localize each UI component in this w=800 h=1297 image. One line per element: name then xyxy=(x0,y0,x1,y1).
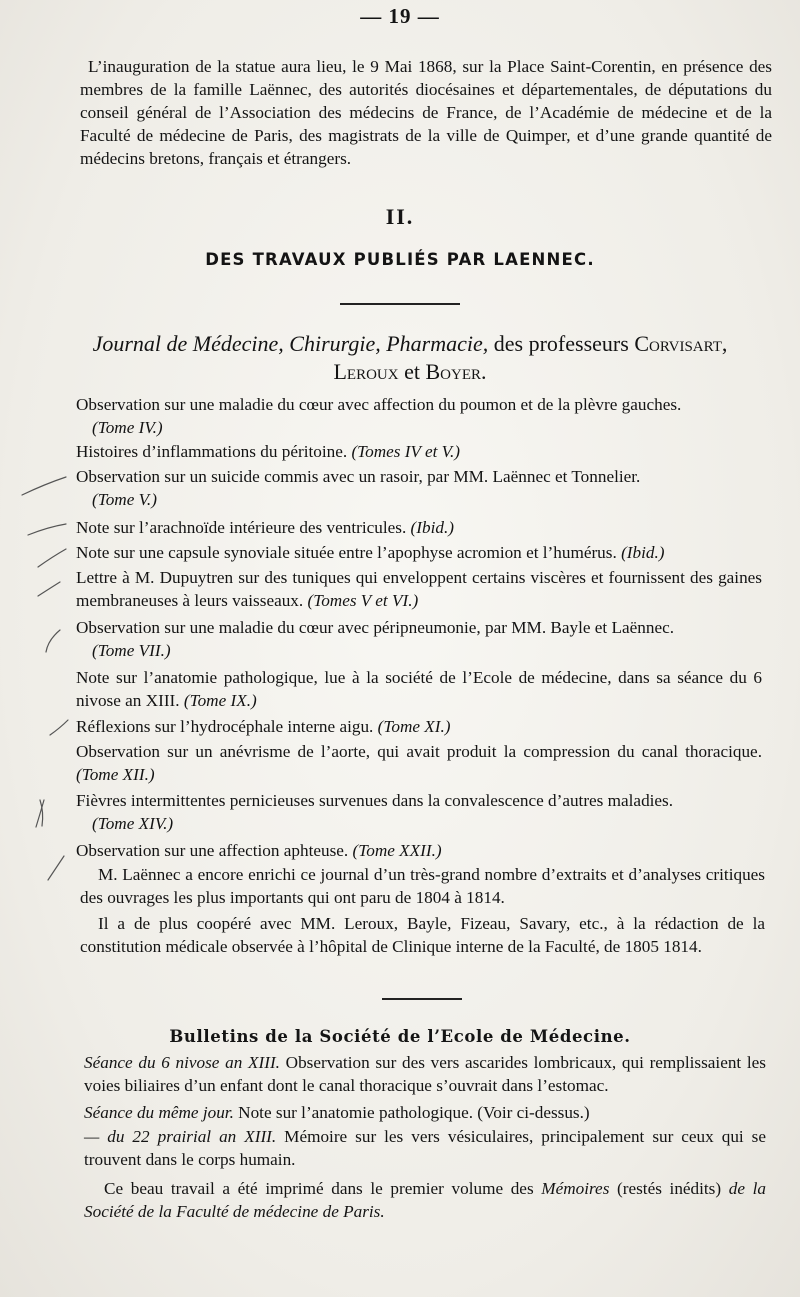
list-item xyxy=(76,789,762,835)
section-title: DES TRAVAUX PUBLIÉS PAR LAENNEC. xyxy=(205,250,595,269)
list-item xyxy=(76,440,762,463)
closing-italic-societe: de la Société de la Faculté de médecine de Paris. xyxy=(84,1179,766,1221)
list-item xyxy=(76,740,762,786)
entry-text: Histoires d’inflammations du péritoine. xyxy=(76,442,352,461)
section-numeral: II. xyxy=(385,204,415,229)
entry-text: Note sur une capsule synoviale située entre l’apophyse acromion et l’humérus. xyxy=(76,543,622,562)
entry-ref: (Tome XXII.) xyxy=(352,841,442,860)
entry-ref: (Tome XIV.) xyxy=(92,814,174,833)
list-item xyxy=(76,541,762,564)
entry-ref: (Tome XII.) xyxy=(76,765,155,784)
entry-ref: (Tomes V et VI.) xyxy=(307,591,419,610)
bulletins-rule xyxy=(382,998,462,1000)
entry-ref: (Tome VII.) xyxy=(92,641,171,660)
bulletin-date: — du 22 prairial an XIII. xyxy=(84,1127,277,1146)
closing-text: Ce beau travail a été imprimé dans le premier volume des xyxy=(104,1179,542,1198)
closing-italic-memoires: Mémoires xyxy=(541,1179,610,1198)
entry-text: Observation sur une maladie du cœur avec affection du poumon et de la plèvre gauches. xyxy=(76,395,682,414)
entry-text: Note sur l’anatomie pathologique, lue à la société de l’Ecole de médecine, dans sa séance du 6 nivose an XIII. xyxy=(76,668,762,710)
bulletin-text: Mémoire sur les vers vésiculaires, principalement sur ceux qui se trouvent dans le corps humain. xyxy=(84,1127,766,1169)
journal-title-rest: des professeurs xyxy=(488,331,635,356)
entry-ref: (Tomes IV et V.) xyxy=(351,442,460,461)
pencil-mark xyxy=(22,477,66,495)
page-number: — 19 — xyxy=(360,4,440,28)
list-item xyxy=(76,516,762,539)
pencil-mark xyxy=(28,524,66,535)
list-item xyxy=(76,666,762,712)
entry-text: Observation sur une affection aphteuse. xyxy=(76,841,353,860)
journal-author-boyer: Boyer. xyxy=(425,359,487,384)
entry-ref: (Ibid.) xyxy=(621,543,665,562)
entry-text: Observation sur un anévrisme de l’aorte, qui avait produit la compression du canal thoracique. xyxy=(76,742,762,761)
list-item xyxy=(76,839,762,862)
section-rule xyxy=(340,303,460,305)
entry-text: Note sur l’arachnoïde intérieure des ventricules. xyxy=(76,518,411,537)
entry-ref: (Tome IV.) xyxy=(92,418,163,437)
entry-ref: (Ibid.) xyxy=(410,518,454,537)
closing-paragraph xyxy=(84,1177,766,1223)
journal-title: Journal de Médecine, Chirurgie, Pharmacie, xyxy=(92,331,489,356)
journal-author-leroux: Leroux xyxy=(333,359,399,384)
journal-conj: et xyxy=(398,359,426,384)
bulletin-item xyxy=(84,1051,766,1097)
entry-text: Fièvres intermittentes pernicieuses survenues dans la convalescence d’autres maladies. xyxy=(76,791,674,810)
intro-paragraph: L’inauguration de la statue aura lieu, le 9 Mai 1868, sur la Place Saint-Corentin, en présence des membres de la famille Laënnec, des autorités diocésaines et départementales, de députations du conseil général de l’Association des médecins de France, de l’Académie de médecine et de la Faculté de médecine de Paris, des magistrats de la ville de Quimper, et d’une grande quantité de médecins bretons, français et étrangers. xyxy=(80,57,772,168)
journal-author-corvisart: Corvisart, xyxy=(634,331,728,356)
journal-heading xyxy=(70,330,750,386)
entry-text: Lettre à M. Dupuytren sur des tuniques qui enveloppent certains viscères et fournissent des gaines membraneuses à leurs vaisseaux. xyxy=(76,568,762,610)
list-item xyxy=(76,715,762,738)
entry-text: Réflexions sur l’hydrocéphale interne aigu. xyxy=(76,717,378,736)
bulletin-text: Note sur l’anatomie pathologique. (Voir ci-dessus.) xyxy=(233,1103,590,1122)
pencil-mark xyxy=(38,549,66,567)
list-item xyxy=(76,465,762,511)
pencil-mark xyxy=(46,630,60,652)
list-item xyxy=(76,393,762,439)
bulletin-date: Séance du même jour. xyxy=(84,1103,234,1122)
paragraph-enrichi: M. Laënnec a encore enrichi ce journal d’un très-grand nombre d’extraits et d’analyses critiques des ouvrages les plus importants qui ont paru de 1804 à 1814. xyxy=(80,865,765,907)
entry-text: Observation sur une maladie du cœur avec péripneumonie, par MM. Bayle et Laënnec. xyxy=(76,618,675,637)
entry-ref: (Tome IX.) xyxy=(183,691,257,710)
bulletin-item xyxy=(84,1101,766,1124)
margin-pencil-marks xyxy=(0,0,90,1297)
entry-text: Observation sur un suicide commis avec un rasoir, par MM. Laënnec et Tonnelier. xyxy=(76,467,641,486)
entry-ref: (Tome V.) xyxy=(92,490,157,509)
bulletin-item xyxy=(84,1125,766,1171)
closing-text-2: (restés inédits) xyxy=(609,1179,729,1198)
pencil-mark xyxy=(50,720,68,735)
bulletin-text: Observation sur des vers ascarides lombricaux, qui remplissaient les voies biliaires d’un enfant dont le canal thoracique s’ouvrait dans l’estomac. xyxy=(84,1053,766,1095)
bulletin-date: Séance du 6 nivose an XIII. xyxy=(84,1053,280,1072)
list-item xyxy=(76,566,762,612)
entry-ref: (Tome XI.) xyxy=(377,717,451,736)
list-item xyxy=(76,616,762,662)
paragraph-coopere: Il a de plus coopéré avec MM. Leroux, Bayle, Fizeau, Savary, etc., à la rédaction de la constitution médicale observée à l’hôpital de Clinique interne de la Faculté, de 1805 1814. xyxy=(80,914,765,956)
pencil-mark xyxy=(48,856,64,880)
bulletins-title: Bulletins de la Société de l’Ecole de Médecine. xyxy=(169,1027,631,1046)
pencil-mark xyxy=(38,582,60,596)
